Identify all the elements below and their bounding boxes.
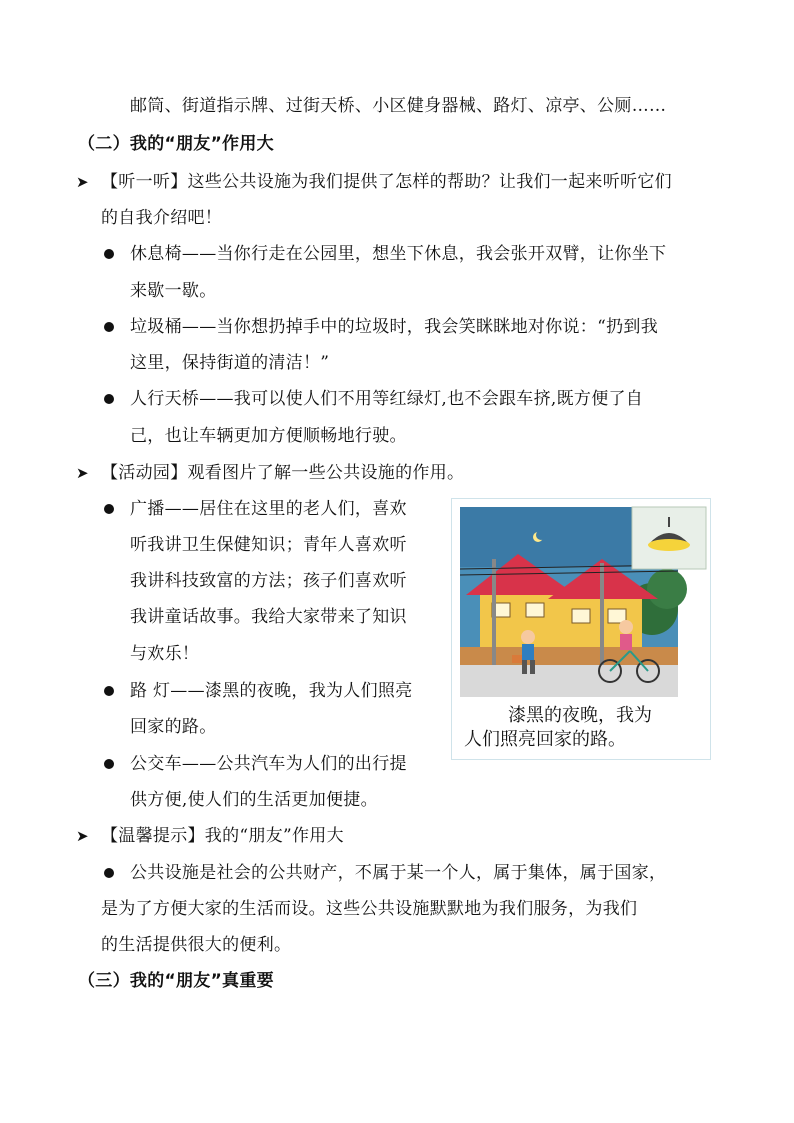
streetlamp-text-line2: 回家的路。 <box>130 717 217 737</box>
listen-intro-line1: 【听一听】这些公共设施为我们提供了怎样的帮助？让我们一起来听听它们 <box>101 172 672 192</box>
figure-caption-line2: 人们照亮回家的路。 <box>464 729 626 750</box>
bullet-dot-icon <box>104 249 114 259</box>
night-streetlamp-figure <box>451 498 711 760</box>
arrow-bullet-icon: ➤ <box>76 173 89 191</box>
trashcan-text-line1: 垃圾桶——当你想扔掉手中的垃圾时，我会笑眯眯地对你说：“扔到我 <box>130 317 658 337</box>
broadcast-text-line3: 我讲科技致富的方法；孩子们喜欢听 <box>130 571 407 591</box>
listen-intro-line2: 的自我介绍吧！ <box>101 208 223 228</box>
tip-text-line3: 的生活提供很大的便利。 <box>101 935 292 955</box>
bridge-text-line1: 人行天桥——我可以使人们不用等红绿灯,也不会跟车挤,既方便了自 <box>130 389 644 409</box>
bullet-dot-icon <box>104 686 114 696</box>
arrow-bullet-icon: ➤ <box>76 827 89 845</box>
bullet-dot-icon <box>104 759 114 769</box>
bullet-dot-icon <box>104 394 114 404</box>
tip-heading: 【温馨提示】我的“朋友”作用大 <box>101 826 344 846</box>
bus-text-line2: 供方便,使人们的生活更加便捷。 <box>130 790 378 810</box>
activity-intro: 【活动园】观看图片了解一些公共设施的作用。 <box>101 463 465 483</box>
bench-text-line2: 来歇一歇。 <box>130 281 217 301</box>
bullet-dot-icon <box>104 868 114 878</box>
tip-text-line2: 是为了方便大家的生活而设。这些公共设施默默地为我们服务，为我们 <box>101 899 638 919</box>
streetlamp-text-line1: 路 灯——漆黑的夜晚，我为人们照亮 <box>130 681 413 701</box>
trashcan-text-line2: 这里，保持街道的清洁！” <box>130 353 330 373</box>
arrow-bullet-icon: ➤ <box>76 464 89 482</box>
broadcast-text-line5: 与欢乐！ <box>130 644 200 664</box>
night-street-illustration <box>452 499 710 699</box>
section-heading-3: （三）我的“朋友”真重要 <box>78 971 274 991</box>
broadcast-text-line2: 听我讲卫生保健知识；青年人喜欢听 <box>130 535 407 555</box>
facility-list-text: 邮筒、街道指示牌、过街天桥、小区健身器械、路灯、凉亭、公厕…… <box>130 96 667 116</box>
broadcast-text-line4: 我讲童话故事。我给大家带来了知识 <box>130 607 407 627</box>
bus-text-line1: 公交车——公共汽车为人们的出行提 <box>130 754 407 774</box>
tip-text-line1: 公共设施是社会的公共财产，不属于某一个人，属于集体，属于国家， <box>130 863 667 883</box>
bridge-text-line2: 己，也让车辆更加方便顺畅地行驶。 <box>130 426 407 446</box>
bullet-dot-icon <box>104 322 114 332</box>
figure-caption-line1: 漆黑的夜晚，我为 <box>508 705 652 726</box>
broadcast-text-line1: 广播——居住在这里的老人们，喜欢 <box>130 499 407 519</box>
bullet-dot-icon <box>104 504 114 514</box>
section-heading-2: （二）我的“朋友”作用大 <box>78 134 274 154</box>
bench-text-line1: 休息椅——当你行走在公园里，想坐下休息，我会张开双臂，让你坐下 <box>130 244 667 264</box>
